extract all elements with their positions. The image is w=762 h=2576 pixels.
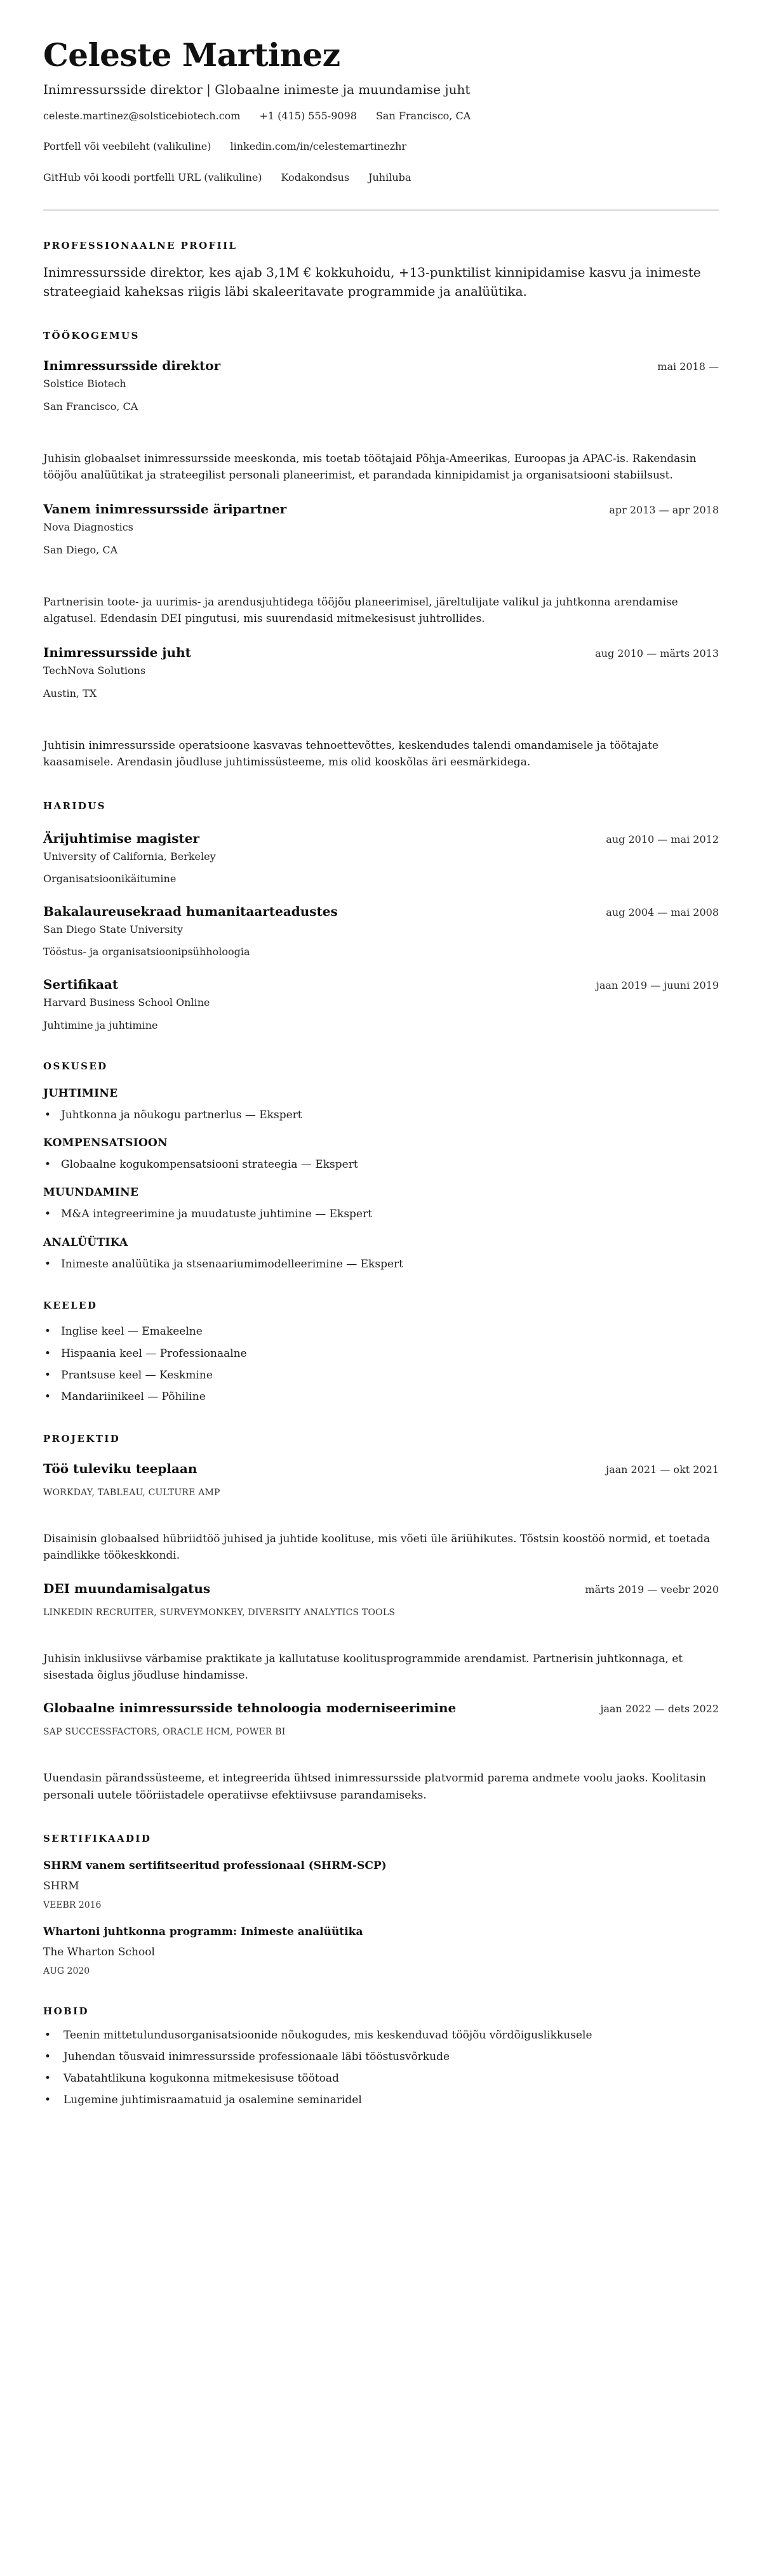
skill-item: • Inimeste analüütika ja stsenaariumimodelleerimine — Ekspert	[43, 1258, 719, 1271]
project-entry	[43, 1581, 719, 1684]
project-entry	[43, 1700, 719, 1804]
language-item: • Inglise keel — Emakeelne	[43, 1325, 719, 1338]
hobby-item: • Teenin mittetulundusorganisatsioonide nõukogudes, mis keskenduvad tööjõu võrdõiguslikkusele	[43, 2028, 719, 2042]
degree-dates: jaan 2019 — juuni 2019	[596, 979, 719, 992]
experience-entry	[43, 501, 719, 627]
section-title-skills: OSKUSED	[43, 1060, 108, 1072]
job-company: TechNova Solutions	[43, 664, 146, 677]
skill-category	[43, 1087, 719, 1121]
contact-row-2	[43, 140, 719, 154]
project-dates: märts 2019 — veebr 2020	[585, 1583, 719, 1595]
job-company: Solstice Biotech	[43, 378, 126, 390]
degree-dates: aug 2004 — mai 2008	[606, 906, 719, 918]
contact-row-1	[43, 109, 719, 123]
education-entry	[43, 977, 719, 1031]
skill-category-name: KOMPENSATSIOON	[43, 1137, 168, 1150]
contact-github[interactable]: GitHub või koodi portfelli URL (valikuline)	[43, 171, 262, 183]
hobbies-section	[43, 2005, 719, 2107]
degree-dates: aug 2010 — mai 2012	[606, 833, 719, 845]
skill-category-name: ANALÜÜTIKA	[43, 1236, 128, 1249]
degree-title: Ärijuhtimise magister	[43, 830, 199, 846]
education-entry	[43, 904, 719, 958]
profile-summary: Inimressursside direktor, kes ajab 3,1M € kokkuhoidu, +13-punktilist kinnipidamise kasvu ja inimeste strateegiaid kaheksas riigis läbi skaleeritavate programmide ja analüütika.	[43, 265, 701, 300]
experience-entry	[43, 358, 719, 484]
certification-date: VEEBR 2016	[43, 1899, 102, 1910]
job-title: Vanem inimressursside äripartner	[43, 501, 287, 517]
school-name: University of California, Berkeley	[43, 850, 216, 862]
school-name: Harvard Business School Online	[43, 996, 210, 1009]
project-dates: jaan 2021 — okt 2021	[606, 1463, 719, 1476]
job-title: Inimressursside juht	[43, 645, 191, 661]
education-section	[43, 800, 719, 1031]
experience-entry	[43, 645, 719, 770]
skill-list	[43, 1208, 719, 1220]
section-title-hobbies: HOBID	[43, 2005, 89, 2017]
header-divider	[43, 209, 719, 211]
skill-category-name: MUUNDAMINE	[43, 1186, 139, 1199]
job-dates: mai 2018 —	[657, 360, 719, 373]
project-name: DEI muundamisalgatus	[43, 1580, 211, 1596]
language-item: • Hispaania keel — Professionaalne	[43, 1347, 719, 1360]
language-item: • Mandariinikeel — Põhiline	[43, 1390, 719, 1403]
job-location: San Francisco, CA	[43, 400, 138, 413]
resume-header	[43, 37, 719, 184]
skill-category	[43, 1236, 719, 1271]
project-name: Töö tuleviku teeplaan	[43, 1460, 197, 1476]
job-location: San Diego, CA	[43, 543, 118, 556]
section-title-education: HARIDUS	[43, 800, 107, 812]
skill-list	[43, 1258, 719, 1271]
projects-section	[43, 1433, 719, 1804]
study-field: Tööstus- ja organisatsioonipsühholoogia	[43, 946, 250, 958]
skill-item: • Juhtkonna ja nõukogu partnerlus — Ekspert	[43, 1109, 719, 1121]
skill-item: • M&A integreerimine ja muudatuste juhtimine — Ekspert	[43, 1208, 719, 1220]
certification-name: Whartoni juhtkonna programm: Inimeste analüütika	[43, 1925, 363, 1938]
certification-issuer: The Wharton School	[43, 1945, 155, 1958]
degree-title: Bakalaureusekraad humanitaarteadustes	[43, 903, 338, 919]
profile-section	[43, 240, 719, 301]
certification-date: AUG 2020	[43, 1965, 90, 1976]
contact-citizenship: Kodakondsus	[281, 171, 350, 183]
languages-section	[43, 1300, 719, 1404]
candidate-name: Celeste Martinez	[43, 36, 340, 74]
job-description: Juhisin globaalset inimressursside meeskonda, mis toetab töötajaid Põhja-Ameerikas, Euroopas ja APAC-is. Rakendasin tööjõu analüütikat ja strateegilist personali planeerimist, et parandada kinnipidamist ja organisatsiooni stabiilsust.	[43, 452, 697, 482]
contact-linkedin[interactable]: linkedin.com/in/celestemartinezhr	[230, 140, 407, 153]
experience-section	[43, 330, 719, 770]
job-description: Partnerisin toote- ja uurimis- ja arendusjuhtidega tööjõu planeerimisel, järeltulijate valikul ja juhtkonna arendamise algatusel. Edendasin DEI pingutusi, mis suurendasid mitmekesisust juhtrollides.	[43, 595, 678, 626]
contact-row-3	[43, 171, 719, 185]
hobby-item: • Lugemine juhtimisraamatuid ja osalemine seminaridel	[43, 2093, 719, 2107]
contact-drivers-license: Juhiluba	[368, 171, 411, 183]
certification-name: SHRM vanem sertifitseeritud professionaal (SHRM-SCP)	[43, 1859, 387, 1872]
skill-category	[43, 1137, 719, 1171]
contact-portfolio[interactable]: Portfell või veebileht (valikuline)	[43, 140, 211, 153]
contact-email[interactable]: celeste.martinez@solsticebiotech.com	[43, 109, 241, 122]
project-tech: LINKEDIN RECRUITER, SURVEYMONKEY, DIVERSITY ANALYTICS TOOLS	[43, 1607, 396, 1618]
project-description: Juhisin inklusiivse värbamise praktikate ja kallutatuse koolitusprogrammide arendamist. Partnerisin juhtkonnaga, et sisestada õiglus jõudluse hindamisse.	[43, 1652, 683, 1682]
project-tech: SAP SUCCESSFACTORS, ORACLE HCM, POWER BI	[43, 1727, 286, 1738]
hobby-item: • Juhendan tõusvaid inimressursside professionaale läbi tööstusvõrkude	[43, 2050, 719, 2064]
language-item: • Prantsuse keel — Keskmine	[43, 1369, 719, 1382]
job-dates: aug 2010 — märts 2013	[595, 647, 719, 660]
section-title-experience: TÖÖKOGEMUS	[43, 330, 140, 342]
study-field: Organisatsioonikäitumine	[43, 872, 177, 885]
skills-section	[43, 1060, 719, 1271]
job-dates: apr 2013 — apr 2018	[609, 504, 719, 517]
job-company: Nova Diagnostics	[43, 521, 133, 534]
project-description: Disainisin globaalsed hübriidtöö juhised ja juhtide koolituse, mis võeti üle äriühikutes. Tõstsin koostöö normid, et toetada paindlikke töökeskkondi.	[43, 1532, 711, 1562]
project-tech: WORKDAY, TABLEAU, CULTURE AMP	[43, 1487, 220, 1498]
skill-category	[43, 1186, 719, 1220]
candidate-headline: Inimressursside direktor | Globaalne inimeste ja muundamise juht	[43, 81, 471, 97]
section-title-projects: PROJEKTID	[43, 1432, 121, 1444]
education-entry	[43, 831, 719, 885]
job-description: Juhtisin inimressursside operatsioone kasvavas tehnoettevõttes, keskendudes talendi omandamisele ja töötajate kaasamisele. Arendasin jõudluse juhtimissüsteeme, mis olid kooskõlas äri eesmärkidega.	[43, 739, 658, 769]
job-title: Inimressursside direktor	[43, 358, 221, 374]
certification-issuer: SHRM	[43, 1879, 79, 1892]
contact-location: San Francisco, CA	[375, 109, 471, 122]
project-entry	[43, 1461, 719, 1564]
section-title-languages: KEELED	[43, 1300, 98, 1312]
project-name: Globaalne inimressursside tehnoloogia moderniseerimine	[43, 1700, 457, 1716]
degree-title: Sertifikaat	[43, 977, 119, 993]
hobby-list	[43, 2028, 719, 2107]
skill-list	[43, 1109, 719, 1121]
skill-category-name: JUHTIMINE	[43, 1087, 118, 1100]
project-description: Uuendasin pärandssüsteeme, et integreerida ühtsed inimressursside platvormid parema andmete voolu jaoks. Koolitasin personali uutele tööriistadele operatiivse efektiivsuse parandamiseks.	[43, 1772, 706, 1802]
certification-entry	[43, 1859, 719, 1910]
skill-item: • Globaalne kogukompensatsiooni strateegia — Ekspert	[43, 1158, 719, 1171]
certifications-section	[43, 1833, 719, 1976]
section-title-profile: PROFESSIONAALNE PROFIIL	[43, 240, 237, 252]
study-field: Juhtimine ja juhtimine	[43, 1019, 158, 1031]
language-list	[43, 1325, 719, 1404]
contact-phone[interactable]: +1 (415) 555-9098	[259, 109, 357, 122]
job-location: Austin, TX	[43, 687, 97, 699]
section-title-certifications: SERTIFIKAADID	[43, 1832, 152, 1844]
school-name: San Diego State University	[43, 923, 184, 935]
hobby-item: • Vabatahtlikuna kogukonna mitmekesisuse töötoad	[43, 2071, 719, 2085]
certification-entry	[43, 1925, 719, 1976]
skill-list	[43, 1158, 719, 1171]
project-dates: jaan 2022 — dets 2022	[600, 1703, 719, 1715]
